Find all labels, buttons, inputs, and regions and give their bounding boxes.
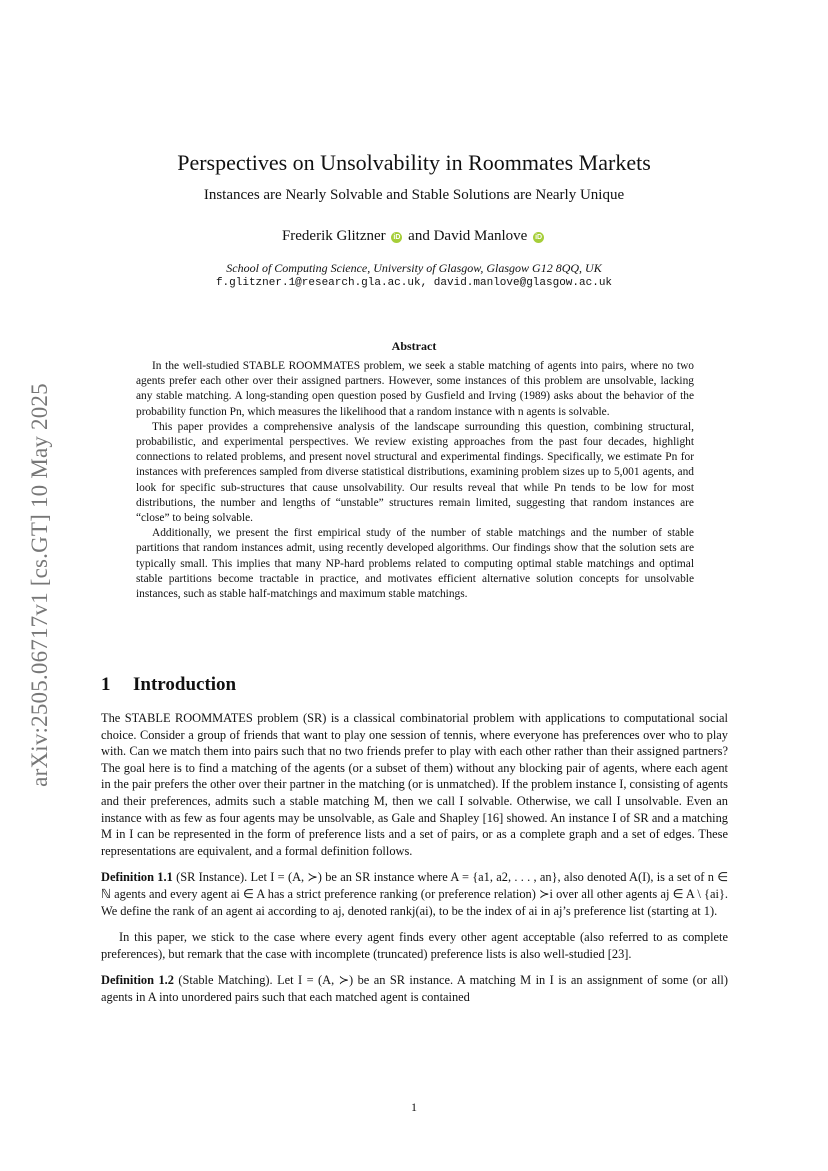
arxiv-sidebar-stamp [22, 335, 58, 835]
paper-subtitle: Instances are Nearly Solvable and Stable Solutions are Nearly Unique [203, 187, 625, 203]
author-line [100, 228, 728, 245]
arxiv-identifier: arXiv:2505.06717v1 [cs.GT] 10 May 2025 [27, 383, 52, 787]
definition-block [101, 972, 728, 1005]
body-text [101, 710, 728, 1016]
section-heading [101, 674, 236, 696]
orcid-icon[interactable]: iD [535, 234, 543, 241]
abstract-paragraph: In the well-studied STABLE ROOMMATES problem, we seek a stable matching of agents into pairs, where no two agents prefer each other over their assigned partners. However, some instances of this problem are unsolvable, lacking any stable matching. A long-standing open question posed by Gusfield and Irving (1989) asks about the behavior of the probability function Pn, which measures the likelihood that a random instance with n agents is solvable. [136, 360, 694, 418]
definition-label: Definition 1.2 [101, 973, 174, 988]
page-number: 1 [411, 1100, 417, 1114]
affiliation: School of Computing Science, University of Glasgow, Glasgow G12 8QQ, UK [226, 261, 602, 275]
author-emails: f.glitzner.1@research.gla.ac.uk, david.manlove@glasgow.ac.uk [215, 277, 613, 289]
abstract-body [136, 359, 694, 602]
author-name: Frederik Glitzner [281, 228, 386, 244]
section-number: 1 [101, 674, 111, 695]
author-name: David Manlove [433, 228, 528, 244]
paper-title: Perspectives on Unsolvability in Roommates Markets [177, 150, 651, 175]
abstract-heading: Abstract [391, 339, 437, 353]
author-separator: and [408, 228, 430, 244]
body-paragraph: In this paper, we stick to the case where every agent finds every other agent acceptable (also referred to as complete preferences), but remark that the case with incomplete (truncated) preference lists is also well-studied [23]. [101, 930, 728, 961]
body-paragraph: The STABLE ROOMMATES problem (SR) is a classical combinatorial problem with applications to computational social choice. Consider a group of friends that want to play one session of tennis, where everyone has preferences over who to play with. Can we match them into pairs such that no two friends prefer to play with each other rather than their assigned partners? The goal here is to find a matching of the agents (or a subset of them) without any blocking pair of agents, where each agent in the pair prefers the other over their partner in the matching (or is unmatched). If the problem instance I, consisting of agents and their preferences, admits such a stable matching M, then we call I solvable. Otherwise, we call I unsolvable. Even an instance with as few as four agents may be unsolvable, as Gale and Shapley [16] showed. An instance I of SR and a matching M in I can be represented in the form of preference lists and a set of pairs, or as a complete graph and a set of edges. These representations are equivalent, and a formal definition follows. [101, 711, 728, 858]
definition-label: Definition 1.1 [101, 870, 173, 885]
abstract-paragraph: This paper provides a comprehensive analysis of the landscape surrounding this question, combining structural, probabilistic, and experimental perspectives. We review existing approaches from the past four decades, highlight connections to related problems, and present novel structural and experimental findings. Specifically, we estimate Pn for instances with preferences sampled from diverse statistical distributions, examining problem sizes up to 5,001 agents, and look for specific sub-structures that cause unsolvability. Our results reveal that while Pn tends to be low for most distributions, the number and lengths of “unstable” structures remain limited, suggesting that random instances are “close” to being solvable. [136, 420, 694, 525]
definition-block [101, 869, 728, 919]
abstract-paragraph: Additionally, we present the first empirical study of the number of stable matchings and the number of stable partitions that random instances admit, using recently developed algorithms. Our findings show that the solution sets are typically small. This implies that many NP-hard problems related to computing optimal stable matchings and optimal stable partitions become tractable in practice, and motivates efficient alternative solution concepts for unsolvable instances, such as stable half-matchings and maximum stable matchings. [136, 527, 694, 601]
definition-text: (SR Instance). Let I = (A, ≻) be an SR instance where A = {a1, a2, . . . , an}, also denoted A(I), is a set of n ∈ ℕ agents and every agent ai ∈ A has a strict preference ranking (or preference relation) ≻i over all other agents aj ∈ A \ {ai}. We define the rank of an agent ai according to aj, denoted rankj(ai), to be the index of ai in aj’s preference list (starting at 1). [101, 870, 729, 918]
orcid-icon[interactable]: iD [393, 234, 401, 241]
section-title: Introduction [133, 674, 237, 695]
definition-text: (Stable Matching). Let I = (A, ≻) be an SR instance. A matching M in I is an assignment of some (or all) agents in A into unordered pairs such that each matched agent is contained [101, 973, 728, 1004]
